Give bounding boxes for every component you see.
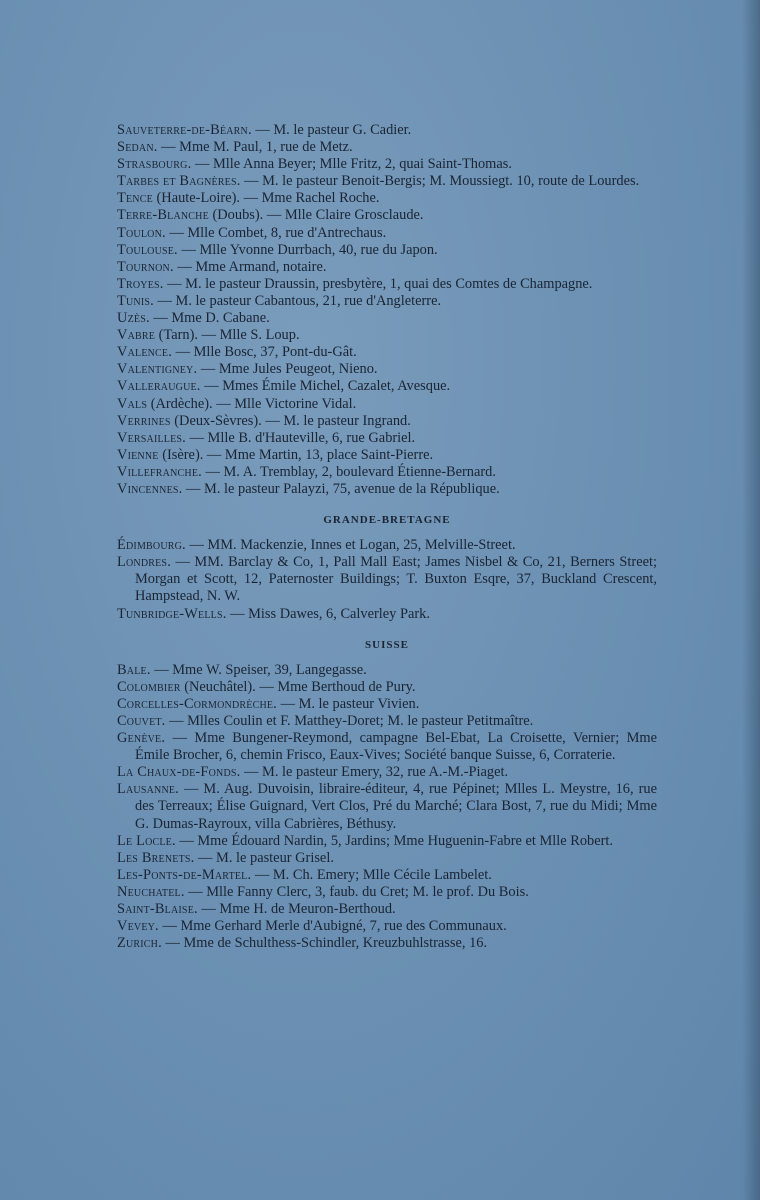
city-name: Valleraugue. <box>117 378 201 395</box>
city-name: Sauveterre-de-Béarn. <box>117 122 252 138</box>
france-section <box>117 122 657 498</box>
city-name: Saint-Blaise. <box>117 901 198 918</box>
address-entry <box>117 139 657 156</box>
entry-text: — Mme Bungener-Reymond, campagne Bel-Ebat, La Croisette, Vernier; Mme Émile Brocher, 6, chemin Frisco, Eaux-Vives; Société banque Suisse, 6, Corraterie. <box>135 730 657 764</box>
address-entry <box>117 276 657 293</box>
entry-text: (Ardèche). — Mlle Victorine Vidal. <box>147 395 357 412</box>
address-entry <box>117 447 657 464</box>
entry-text: — Mlle B. d'Hauteville, 6, rue Gabriel. <box>185 429 416 446</box>
section-heading-suisse: SUISSE <box>365 638 409 651</box>
address-entry <box>117 884 657 901</box>
city-name: Troyes. <box>117 275 164 292</box>
entry-text: — Mme Gerhard Merle d'Aubigné, 7, rue des Communaux. <box>158 918 507 935</box>
address-entry <box>117 293 657 310</box>
entry-text: — Mlle Combet, 8, rue d'Antrechaus. <box>165 224 387 241</box>
entry-text: — M. A. Tremblay, 2, boulevard Étienne-Bernard. <box>201 463 496 480</box>
entry-text: — Mme Jules Peugeot, Nieno. <box>197 361 378 378</box>
entry-text: — Mme Armand, notaire. <box>173 258 327 275</box>
city-name: Les Brenets. <box>117 849 195 866</box>
entry-text: — Mmes Émile Michel, Cazalet, Avesque. <box>200 378 451 395</box>
entry-text: — M. le pasteur Emery, 32, rue A.-M.-Piaget. <box>240 764 509 781</box>
address-entry <box>117 481 657 498</box>
city-name: Zurich. <box>117 935 162 952</box>
city-name: Lausanne. <box>117 781 179 798</box>
address-entry <box>117 361 657 378</box>
city-name: Valentigney. <box>117 361 198 378</box>
city-name: Neuchatel. <box>117 883 185 900</box>
entry-text: (Haute-Loire). — Mme Rachel Roche. <box>152 190 380 207</box>
address-entry <box>117 781 657 832</box>
city-name: Verrines <box>117 412 171 429</box>
city-name: Vals <box>117 395 148 412</box>
entry-text: — M. le pasteur Grisel. <box>194 849 334 866</box>
entry-text: (Tarn). — Mlle S. Loup. <box>155 327 300 344</box>
section-heading-gb: GRANDE-BRETAGNE <box>323 514 451 527</box>
entry-text: (Neuchâtel). — Mme Berthoud de Pury. <box>180 678 416 695</box>
entry-text: — Mme W. Speiser, 39, Langegasse. <box>150 661 367 678</box>
address-entry <box>117 430 657 447</box>
city-name: Sedan. <box>117 139 158 156</box>
city-name: Strasbourg. <box>117 156 192 173</box>
address-entry <box>117 225 657 242</box>
city-name: Villefranche. <box>117 463 202 480</box>
city-name: La Chaux-de-Fonds. <box>117 764 241 781</box>
entry-text: (Deux-Sèvres). — M. le pasteur Ingrand. <box>170 412 411 429</box>
city-name: Tunbridge-Wells. <box>117 605 227 622</box>
address-entry <box>117 918 657 935</box>
address-entry <box>117 935 657 952</box>
address-entry <box>117 764 657 781</box>
city-name: Les-Ponts-de-Martel. <box>117 866 252 883</box>
entry-text: — Mme Édouard Nardin, 5, Jardins; Mme Huguenin-Fabre et Mlle Robert. <box>175 832 614 849</box>
address-entry <box>117 173 657 190</box>
city-name: Le Locle. <box>117 832 176 849</box>
entry-text: — M. Ch. Emery; Mlle Cécile Lambelet. <box>251 866 492 883</box>
suisse-section <box>117 662 657 953</box>
city-name: Toulouse. <box>117 241 178 258</box>
entry-text: (Doubs). — Mlle Claire Grosclaude. <box>208 207 424 224</box>
entry-text: — Mme M. Paul, 1, rue de Metz. <box>157 139 353 156</box>
entry-text: — Mme D. Cabane. <box>149 310 270 327</box>
city-name: Tarbes et Bagnères. <box>117 173 241 190</box>
city-name: Colombier <box>117 678 181 695</box>
address-entry <box>117 696 657 713</box>
city-name: Vienne <box>117 446 159 463</box>
entry-text: — M. le pasteur Draussin, presbytère, 1, quai des Comtes de Champagne. <box>163 275 593 292</box>
entry-text: — M. le pasteur Cabantous, 21, rue d'Angleterre. <box>153 292 442 309</box>
city-name: Toulon. <box>117 224 166 241</box>
city-name: Corcelles-Cormondrèche. <box>117 695 277 712</box>
city-name: Tournon. <box>117 258 174 275</box>
city-name: Édimbourg. <box>117 537 186 554</box>
entry-text: — MM. Mackenzie, Innes et Logan, 25, Melville-Street. <box>185 537 516 554</box>
entry-text: — M. le pasteur Vivien. <box>276 695 420 712</box>
address-entry <box>117 850 657 867</box>
address-entry <box>117 901 657 918</box>
address-entry <box>117 464 657 481</box>
entry-text: — M. le pasteur G. Cadier. <box>251 122 412 138</box>
address-entry <box>117 378 657 395</box>
city-name: Vevey. <box>117 918 159 935</box>
entry-text: — M. Aug. Duvoisin, libraire-éditeur, 4, rue Pépinet; Mlles L. Meystre, 16, rue des Terreaux; Élise Guignard, Vert Clos, Pré du Marché; Clara Bost, 7, rue du Midi; Mme G. Dumas-Rayroux, villa Cabrières, Béthusy. <box>135 781 657 832</box>
city-name: Terre-Blanche <box>117 207 209 224</box>
address-entry <box>117 122 657 139</box>
entry-text: (Isère). — Mme Martin, 13, place Saint-Pierre. <box>158 446 434 463</box>
city-name: Couvet. <box>117 713 166 729</box>
entry-text: — Miss Dawes, 6, Calverley Park. <box>226 605 430 622</box>
address-list <box>117 122 657 952</box>
entry-text: — Mlle Fanny Clerc, 3, faub. du Cret; M. le prof. Du Bois. <box>184 883 529 900</box>
address-entry <box>117 833 657 850</box>
gb-section <box>117 537 657 622</box>
entry-text: — MM. Barclay & Co, 1, Pall Mall East; James Nisbel & Co, 21, Berners Street; Morgan et Scott, 12, Paternoster Buildings; T. Buxton Esqre, 37, Buckland Crescent, Hampstead, N. W. <box>135 554 657 605</box>
entry-text: — Mme de Schulthess-Schindler, Kreuzbuhlstrasse, 16. <box>161 935 488 952</box>
address-entry <box>117 327 657 344</box>
address-entry <box>117 730 657 764</box>
address-entry <box>117 554 657 605</box>
address-entry <box>117 310 657 327</box>
city-name: Tunis. <box>117 292 154 309</box>
address-entry <box>117 207 657 224</box>
address-entry <box>117 679 657 696</box>
entry-text: — Mlle Anna Beyer; Mlle Fritz, 2, quai Saint-Thomas. <box>191 156 512 173</box>
address-entry <box>117 396 657 413</box>
address-entry <box>117 259 657 276</box>
address-entry <box>117 606 657 623</box>
city-name: Uzès. <box>117 310 150 327</box>
entry-text: — M. le pasteur Benoit-Bergis; M. Moussiegt. 10, route de Lourdes. <box>240 173 640 190</box>
city-name: Bale. <box>117 661 151 678</box>
address-entry <box>117 190 657 207</box>
address-entry <box>117 413 657 430</box>
address-entry <box>117 537 657 554</box>
address-entry <box>117 662 657 679</box>
address-entry <box>117 344 657 361</box>
entry-text: — Mlle Yvonne Durrbach, 40, rue du Japon. <box>177 241 438 258</box>
entry-text: — M. le pasteur Palayzi, 75, avenue de la République. <box>182 480 500 497</box>
address-entry <box>117 713 657 730</box>
page-edge-shadow <box>742 0 760 1200</box>
city-name: Tence <box>117 190 153 207</box>
city-name: Genève. <box>117 730 166 747</box>
entry-text: — Mlle Bosc, 37, Pont-du-Gât. <box>172 344 357 361</box>
city-name: Londres. <box>117 554 171 571</box>
city-name: Valence. <box>117 344 173 361</box>
city-name: Vincennes. <box>117 480 183 497</box>
city-name: Versailles. <box>117 429 186 446</box>
address-entry <box>117 242 657 259</box>
city-name: Vabre <box>117 327 156 344</box>
address-entry <box>117 867 657 884</box>
entry-text: — Mlles Coulin et F. Matthey-Doret; M. le pasteur Petitmaître. <box>165 713 534 729</box>
entry-text: — Mme H. de Meuron-Berthoud. <box>197 901 396 918</box>
address-entry <box>117 156 657 173</box>
